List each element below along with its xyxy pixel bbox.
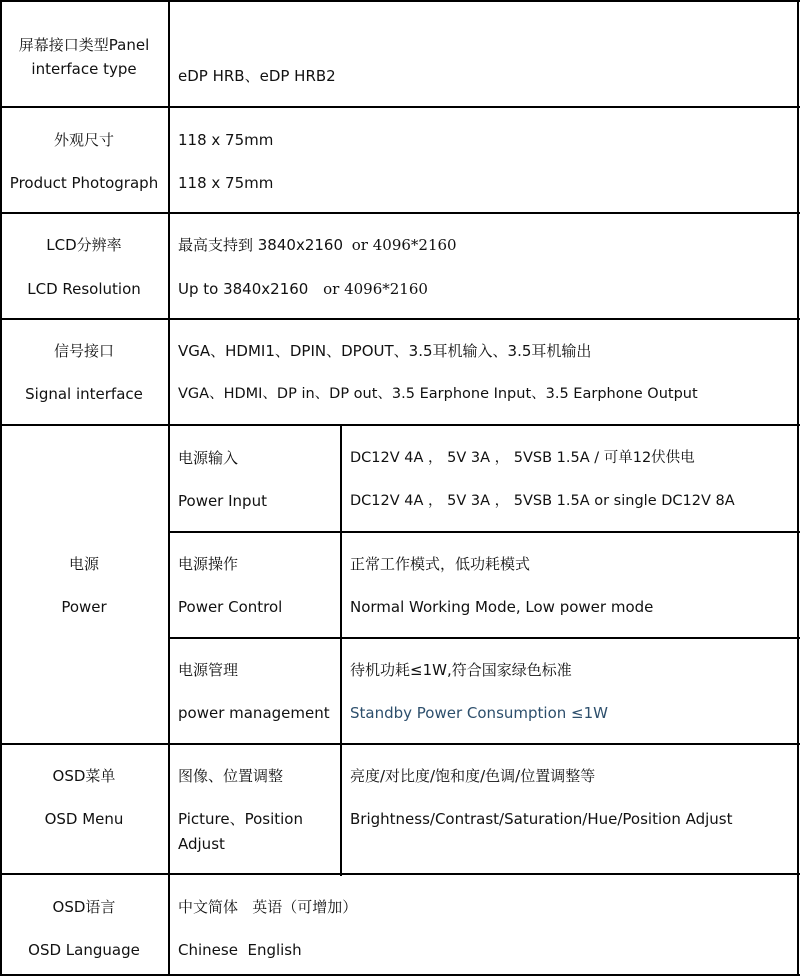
power-input-value-en: DC12V 4A ， 5V 3A ， 5VSB 1.5A or single DC12V 8A [350, 493, 735, 509]
resolution-value-en [178, 277, 428, 301]
resolution-label-cn: LCD分辨率 [46, 236, 122, 254]
panel-label-cn: 屏幕接口类型Panel [18, 36, 150, 54]
size-value-2: 118 x 75mm [178, 174, 274, 192]
power-management-value-cn: 待机功耗≤1W,符合国家绿色标准 [350, 661, 572, 679]
resolution-value-cn-main: 最高支持到 3840x2160 [178, 236, 343, 254]
resolution-value-cn-alt: or 4096*2160 [351, 236, 457, 254]
table-border [797, 0, 799, 976]
size-value-1: 118 x 75mm [178, 131, 274, 149]
signal-value-cn: VGA、HDMI1、DPIN、DPOUT、3.5耳机输入、3.5耳机输出 [178, 342, 592, 360]
table-border [0, 424, 800, 426]
power-input-value-cn: DC12V 4A ， 5V 3A ， 5VSB 1.5A / 可单12伏供电 [350, 450, 695, 466]
osd-language-value-en: Chinese English [178, 941, 302, 959]
osd-language-label-cn: OSD语言 [52, 898, 116, 916]
table-border [168, 0, 170, 976]
power-label-cn: 电源 [68, 555, 99, 573]
table-border [0, 743, 800, 745]
osd-menu-label-cn: OSD菜单 [52, 767, 116, 785]
signal-label-en: Signal interface [25, 385, 143, 403]
osd-menu-value-cn: 亮度/对比度/饱和度/色调/位置调整等 [350, 767, 596, 785]
panel-label-en: interface type [31, 60, 137, 78]
osd-menu-sub-en-2: Adjust [178, 835, 225, 853]
osd-language-value-cn: 中文简体 英语（可增加） [178, 898, 358, 916]
power-management-sub-en: power management [178, 704, 330, 722]
table-border [0, 873, 800, 875]
resolution-label-en: LCD Resolution [27, 280, 141, 298]
power-control-sub-cn: 电源操作 [178, 555, 239, 573]
power-control-value-en: Normal Working Mode, Low power mode [350, 598, 654, 616]
resolution-value-en-main: Up to 3840x2160 [178, 280, 309, 298]
size-label-en: Product Photograph [9, 174, 159, 192]
table-border [168, 637, 800, 639]
power-management-value-en: Standby Power Consumption ≤1W [350, 704, 608, 722]
resolution-value-cn [178, 233, 457, 257]
signal-label-cn: 信号接口 [53, 342, 114, 360]
panel-value: eDP HRB、eDP HRB2 [178, 67, 336, 85]
power-control-value-cn: 正常工作模式，低功耗模式 [350, 555, 531, 573]
size-label-cn: 外观尺寸 [53, 131, 114, 149]
signal-value-en: VGA、HDMI、DP in、DP out、3.5 Earphone Input、3.5 Earphone Output [178, 386, 698, 402]
table-border [0, 106, 800, 108]
osd-menu-sub-cn: 图像、位置调整 [178, 767, 284, 785]
power-input-sub-en: Power Input [178, 492, 267, 510]
table-border [0, 0, 800, 2]
table-border [340, 424, 342, 876]
power-input-sub-cn: 电源输入 [178, 449, 239, 467]
table-border [0, 212, 800, 214]
table-border [0, 318, 800, 320]
osd-language-label-en: OSD Language [28, 941, 140, 959]
osd-menu-value-en: Brightness/Contrast/Saturation/Hue/Position Adjust [350, 810, 733, 828]
power-label-en: Power [61, 598, 107, 616]
osd-menu-sub-en-1: Picture、Position [178, 810, 303, 828]
osd-menu-label-en: OSD Menu [44, 810, 124, 828]
table-border [168, 531, 800, 533]
power-management-sub-cn: 电源管理 [178, 661, 239, 679]
power-control-sub-en: Power Control [178, 598, 283, 616]
resolution-value-en-alt: or 4096*2160 [323, 280, 428, 298]
